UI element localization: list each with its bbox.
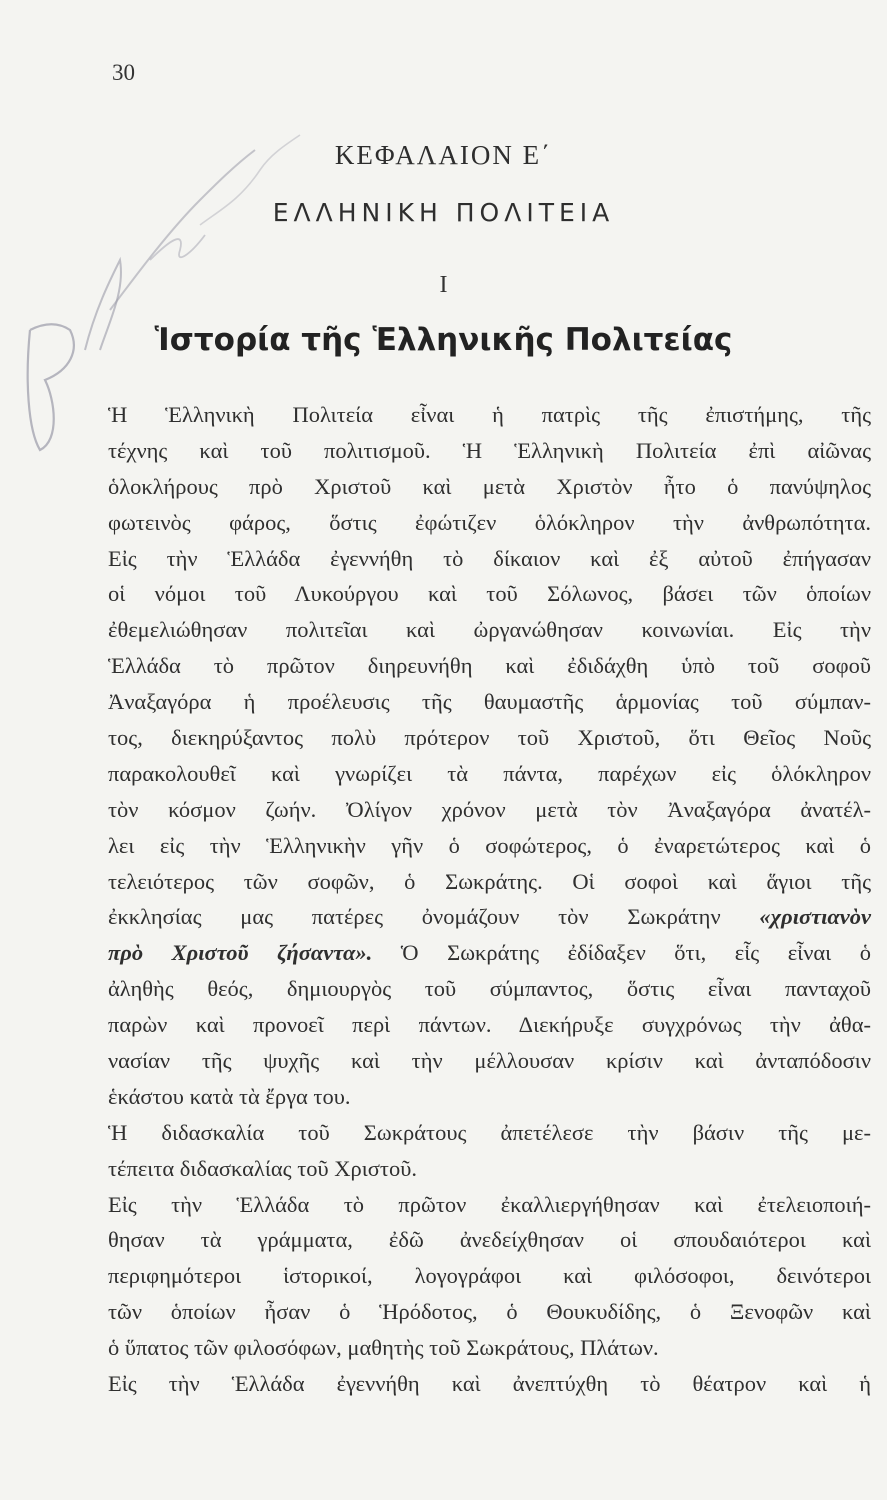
text-line xyxy=(108,899,871,935)
text-line: Εἰς τὴν Ἑλλάδα ἐγεννήθη καὶ ἀνεπτύχθη τὸ θέατρον καὶ ἡ xyxy=(108,1371,871,1397)
text-line: Ἡ Ἑλληνικὴ Πολιτεία εἶναι ἡ πατρὶς τῆς ἐπιστήμης, τῆς xyxy=(108,402,871,427)
text-line: τέπειτα διδασκαλίας τοῦ Χριστοῦ. xyxy=(108,1155,417,1181)
page-number: 30 xyxy=(112,60,135,85)
text-line: νασίαν τῆς ψυχῆς καὶ τὴν μέλλουσαν κρίσιν καὶ ἀνταπόδοσιν xyxy=(108,1048,871,1074)
text-line: τὸν κόσμον ζωήν. Ὀλίγον χρόνον μετὰ τὸν Ἀναξαγόρα ἀνατέλ- xyxy=(108,796,871,822)
text-line: Ἡ διδασκαλία τοῦ Σωκράτους ἀπετέλεσε τὴν βάσιν τῆς με- xyxy=(108,1119,871,1145)
text-line xyxy=(108,935,871,971)
text-line: Εἰς τὴν Ἑλλάδα τὸ πρῶτον ἐκαλλιεργήθησαν καὶ ἐτελειοποιή- xyxy=(108,1191,871,1217)
body-text xyxy=(108,397,871,1402)
text-line: τῶν ὁποίων ἦσαν ὁ Ἡρόδοτος, ὁ Θουκυδίδης, ὁ Ξενοφῶν καὶ xyxy=(108,1299,871,1325)
text-line: λει εἰς τὴν Ἑλληνικὴν γῆν ὁ σοφώτερος, ὁ ἐναρετώτερος καὶ ὁ xyxy=(108,832,871,858)
text-line: Εἰς τὴν Ἑλλάδα ἐγεννήθη τὸ δίκαιον καὶ ἐξ αὐτοῦ ἐπήγασαν xyxy=(108,545,871,571)
text-line: ὁ ὕπατος τῶν φιλοσόφων, μαθητὴς τοῦ Σωκράτους, Πλάτων. xyxy=(108,1335,659,1361)
text-line: τέχνης καὶ τοῦ πολιτισμοῦ. Ἡ Ἑλληνικὴ Πολιτεία ἐπὶ αἰῶνας xyxy=(108,437,871,463)
text-line: θησαν τὰ γράμματα, ἐδῶ ἀνεδείχθησαν οἱ σπουδαιότεροι καὶ xyxy=(108,1227,871,1253)
text-line: ἀληθὴς θεός, δημιουργὸς τοῦ σύμπαντος, ὅστις εἶναι πανταχοῦ xyxy=(108,976,871,1002)
text-line: τος, διεκηρύξαντος πολὺ πρότερον τοῦ Χριστοῦ, ὅτι Θεῖος Νοῦς xyxy=(108,725,871,751)
text-line: οἱ νόμοι τοῦ Λυκούργου καὶ τοῦ Σόλωνος, βάσει τῶν ὁποίων xyxy=(108,581,871,607)
text-line: ὁλοκλήρους πρὸ Χριστοῦ καὶ μετὰ Χριστὸν ἦτο ὁ πανύψηλος xyxy=(108,473,871,499)
text-line: ἐθεμελιώθησαν πολιτεῖαι καὶ ὠργανώθησαν κοινωνίαι. Εἰς τὴν xyxy=(108,617,871,643)
section-heading: ΕΛΛΗΝΙΚΗ ΠΟΛΙΤΕΙΑ xyxy=(272,198,615,227)
subsection-number: I xyxy=(439,272,448,298)
text-line: παρακολουθεῖ καὶ γνωρίζει τὰ πάντα, παρέχων εἰς ὁλόκληρον xyxy=(108,760,871,786)
text-line: ἑκάστου κατὰ τὰ ἔργα του. xyxy=(108,1083,351,1109)
chapter-title: Ἱστορία τῆς Ἑλληνικῆς Πολιτείας xyxy=(154,322,733,358)
chapter-heading: ΚΕΦΑΛΑΙΟΝ Ε΄ xyxy=(334,140,553,170)
emphasized-quote: πρὸ Χριστοῦ ζήσαντα». xyxy=(108,940,373,966)
emphasized-quote: «χριστιανὸν xyxy=(759,904,871,930)
text-line: Ἑλλάδα τὸ πρῶτον διηρευνήθη καὶ ἐδιδάχθη ὑπὸ τοῦ σοφοῦ xyxy=(108,653,871,679)
text-line: Ἀναξαγόρα ἡ προέλευσις τῆς θαυμαστῆς ἁρμονίας τοῦ σύμπαν- xyxy=(108,689,871,715)
text-line: φωτεινὸς φάρος, ὅστις ἐφώτιζεν ὁλόκληρον τὴν ἀνθρωπότητα. xyxy=(108,509,871,535)
text-line: παρὼν καὶ προνοεῖ περὶ πάντων. Διεκήρυξε συγχρόνως τὴν ἀθα- xyxy=(108,1012,871,1038)
text-segment: Ὁ Σωκράτης ἐδίδαξεν ὅτι, εἷς εἶναι ὁ xyxy=(372,940,871,966)
text-line: περιφημότεροι ἱστορικοί, λογογράφοι καὶ φιλόσοφοι, δεινότεροι xyxy=(108,1263,871,1289)
text-segment: ἐκκλησίας μας πατέρες ὀνομάζουν τὸν Σωκράτην xyxy=(108,904,760,930)
text-line: τελειότερος τῶν σοφῶν, ὁ Σωκράτης. Οἱ σοφοὶ καὶ ἅγιοι τῆς xyxy=(108,868,871,894)
